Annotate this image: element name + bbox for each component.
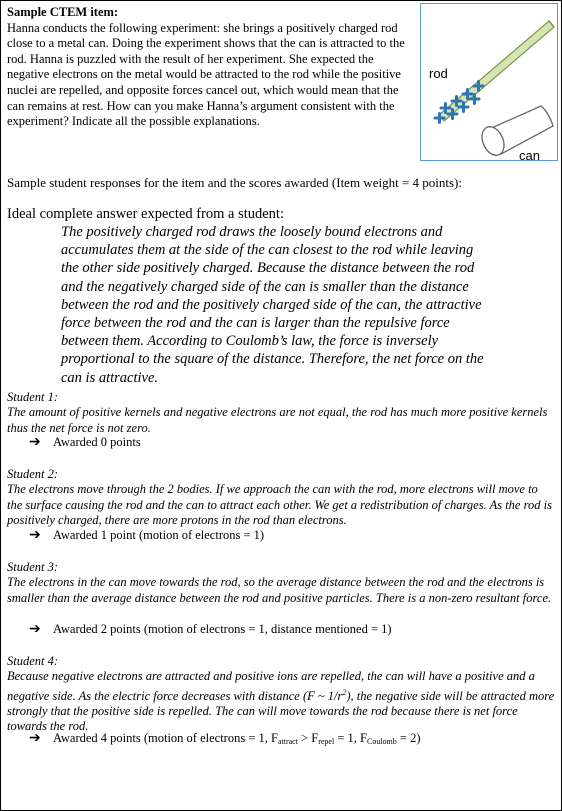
arrow-icon: ➔ <box>29 435 41 450</box>
item-title: Sample CTEM item: <box>7 5 119 19</box>
award-text: Awarded 4 points (motion of electrons = 1, $F_{attract} > F_{repel} = 1$, $F_{Coulomb} = 2$) <box>53 731 421 746</box>
rod-can-illustration <box>421 4 557 160</box>
award-text: Awarded 0 points <box>53 435 141 449</box>
arrow-icon: ➔ <box>29 528 41 543</box>
responses-intro: Sample student responses for the item and the scores awarded (Item weight = 4 points): <box>7 175 462 190</box>
award-line-2 <box>29 528 264 543</box>
student-label: Student 4: <box>7 654 59 668</box>
rod-label: rod <box>429 66 448 81</box>
student-response-3 <box>7 560 555 606</box>
student-label: Student 3: <box>7 560 59 574</box>
ideal-answer-heading: Ideal complete answer expected from a student: <box>7 206 284 222</box>
award-text: Awarded 2 points (motion of electrons = 1, distance mentioned = 1) <box>53 622 392 636</box>
student-response-2 <box>7 467 555 528</box>
award-line-4 <box>29 731 420 749</box>
student-response-4 <box>7 654 555 735</box>
item-text: Hanna conducts the following experiment: she brings a positively charged rod close to a metal can. Doing the experiment shows that the can is attracted to the rod. Hanna is puzzled with the result of her experiment. She expected the negative electrons on the metal would be attracted to the rod while the positive nuclei are repelled, and opposite forces cancel out, which would mean that the can remains at rest. <box>7 20 405 113</box>
can-illustration <box>478 106 553 159</box>
student-label: Student 1: <box>7 390 59 404</box>
award-line-3 <box>29 622 392 637</box>
award-text: Awarded 1 point (motion of electrons = 1) <box>53 528 265 542</box>
student-answer: Because negative electrons are attracted and positive ions are repelled, the can will have a positive and a negative side. As the electric force decreases with distance (F ~ $1/r^2$), the negative side will be attracted more strongly that the positive side is repelled. The can will move towards the rod because there is net force towards the rod. <box>7 669 555 734</box>
student-answer: The electrons in the can move towards the rod, so the average distance between the rod and the electrons is smaller than the average distance between the rod and positive particles. There is a non-zero resultant force. <box>7 575 552 605</box>
arrow-icon: ➔ <box>29 731 41 746</box>
ideal-answer-text: The positively charged rod draws the loosely bound electrons and accumulates them at the side of the can closest to the rod while leaving the other side positively charged. Because the distance between the rod and the negatively charged side of the can is smaller than the distance between the rod and the positively charged side of the can, the attractive force between the rod and the can is larger than the repulsive force between them. According to Coulomb’s law, the force is inversely proportional to the square of the distance. Therefore, the net force on the can is attractive. <box>61 224 484 386</box>
student-answer: The electrons move through the 2 bodies. If we approach the can with the rod, more electrons will move to the surface causing the rod and the can to attract each other. We get a redistribution of charges. As the rod is positively charged, there are more protons in the rod than electrons. <box>7 482 552 527</box>
rod-can-figure <box>420 3 558 161</box>
item-stem <box>7 5 415 130</box>
student-answer: The amount of positive kernels and negative electrons are not equal, the rod has much more positive kernels thus the net force is not zero. <box>7 405 548 435</box>
student-label: Student 2: <box>7 467 59 481</box>
can-label: can <box>519 148 540 160</box>
item-question: How can you make Hanna’s argument consistent with the experiment? Indicate all the possible explanations. <box>7 98 395 129</box>
award-line-1 <box>29 435 141 450</box>
arrow-icon: ➔ <box>29 622 41 637</box>
student-response-1 <box>7 390 555 436</box>
